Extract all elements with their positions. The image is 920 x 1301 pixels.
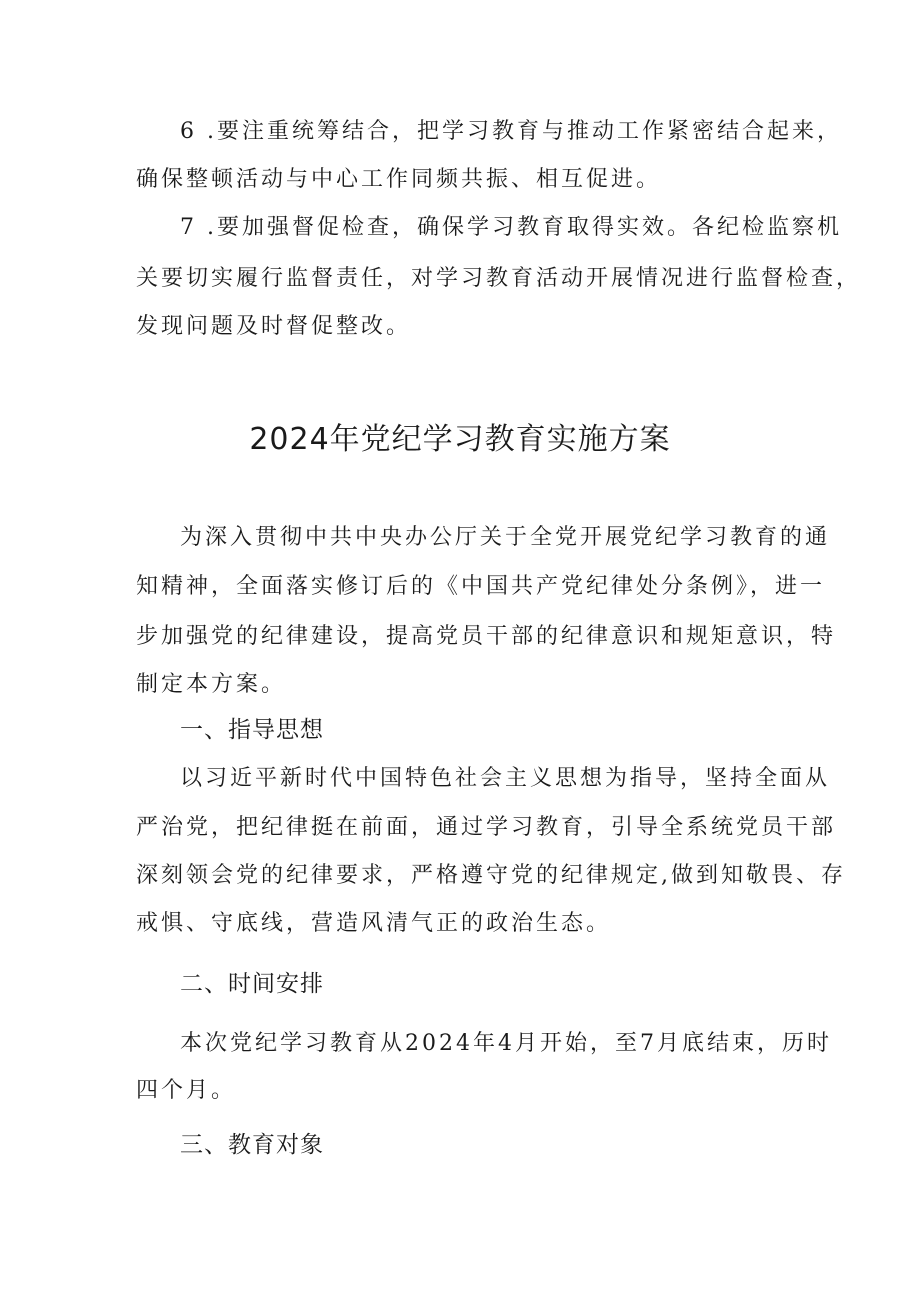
section-3-heading: 三、教育对象 [180,1132,324,1158]
section-2-heading: 二、时间安排 [180,971,324,997]
section-1-line-2: 严治党，把纪律挺在前面，通过学习教育，引导全系统党员干部 [136,815,837,840]
document-title: 2024年党纪学习教育实施方案 [249,422,671,457]
section-1-line-1: 以习近平新时代中国特色社会主义思想为指导，坚持全面从 [180,766,831,791]
item-6-line-1: 6 .要注重统筹结合，把学习教育与推动工作紧密结合起来， [180,119,842,144]
preamble-line-1: 为深入贯彻中共中央办公厅关于全党开展党纪学习教育的通 [180,525,831,550]
item-6-line-2: 确保整顿活动与中心工作同频共振、相互促进。 [136,167,662,192]
section-2-line-2: 四个月。 [136,1078,237,1103]
section-1-heading: 一、指导思想 [180,717,324,743]
section-2-line-1: 本次党纪学习教育从2024年4月开始，至7月底结束，历时 [180,1031,832,1056]
item-7-line-1: 7 .要加强督促检查，确保学习教育取得实效。各纪检监察机 [180,215,842,240]
section-1-line-4: 戒惧、守底线，营造风清气正的政治生态。 [136,911,612,936]
preamble-line-2: 知精神，全面落实修订后的《中国共产党纪律处分条例》，进一 [136,574,826,599]
item-7-line-3: 发现问题及时督促整改。 [136,314,412,339]
item-7-line-2: 关要切实履行监督责任，对学习教育活动开展情况进行监督检查， [136,266,862,291]
section-1-line-3: 深刻领会党的纪律要求，严格遵守党的纪律规定,做到知敬畏、存 [136,863,846,888]
preamble-line-4: 制定本方案。 [136,672,287,697]
preamble-line-3: 步加强党的纪律建设，提高党员干部的纪律意识和规矩意识，特 [136,624,837,649]
